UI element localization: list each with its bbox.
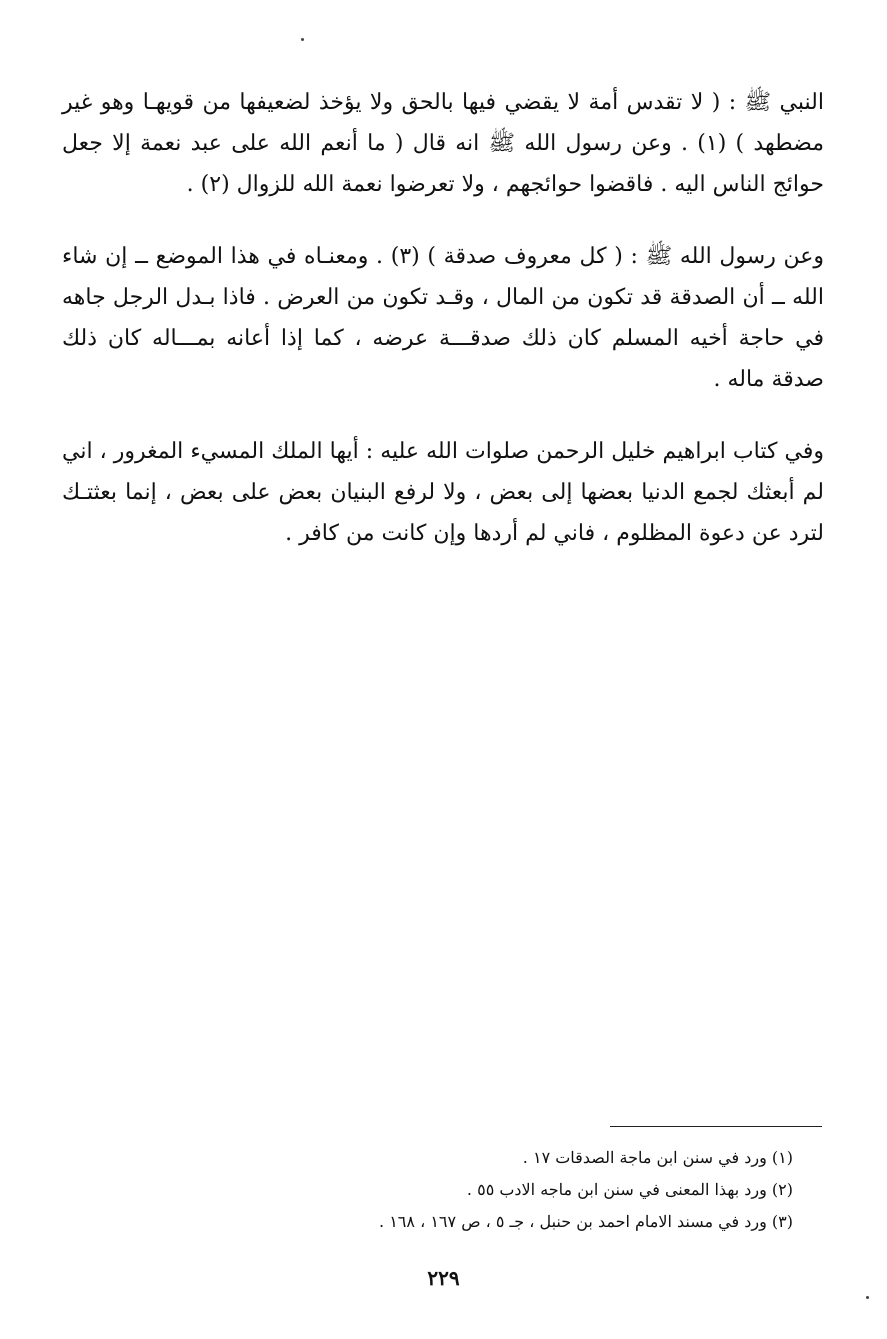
paragraph-1: النبي ﷺ : ( لا تقدس أمة لا يقضي فيها بالحق ولا يؤخذ لضعيفها من قويهـا وهو غير مضطهد ) (١) . وعن رسول الله ﷺ انه قال ( ما أنعم الله على عبد نعمة إلا جعل حوائج الناس اليه . فاقضوا حوائجهم ، ولا تعرضوا نعمة الله للزوال (٢) . (62, 90, 825, 197)
footnote-2: (٢) ورد بهذا المعنى في سنن ابن ماجه الادب ٥٥ . (466, 1180, 793, 1199)
paragraph-3: وفي كتاب ابراهيم خليل الرحمن صلوات الله عليه : أيها الملك المسيء المغرور ، اني لم أبعثك لجمع الدنيا بعضها إلى بعض ، ولا لرفع البنيان بعض على بعض ، إنما بعثتـك لترد عن دعوة المظلوم ، فاني لم أردها وإن كانت من كافر . (62, 439, 824, 546)
page-number: ٢٢٩ (427, 1266, 460, 1290)
scan-speck (866, 1296, 869, 1299)
footnote-separator (610, 1126, 822, 1127)
footnote-3: (٣) ورد في مسند الامام احمد بن حنبل ، جـ ٥ ، ص ١٦٧ ، ١٦٨ . (379, 1212, 793, 1231)
main-text (62, 82, 824, 554)
scan-speck (301, 38, 304, 41)
footnotes (233, 1142, 793, 1238)
footnote-1: (١) ورد في سنن ابن ماجة الصدقات ١٧ . (522, 1148, 793, 1167)
paragraph-2: وعن رسول الله ﷺ : ( كل معروف صدقة ) (٣) . ومعنـاه في هذا الموضع ــ إن شاء الله ــ أن الصدقة قد تكون من المال ، وقـد تكون من العرض . فاذا بـدل الرجل جاهه في حاجة أخيه المسلم كان ذلك صدقـــة عرضه ، كما إذا أعانه بمـــاله كان ذلك صدقة ماله . (62, 244, 825, 392)
